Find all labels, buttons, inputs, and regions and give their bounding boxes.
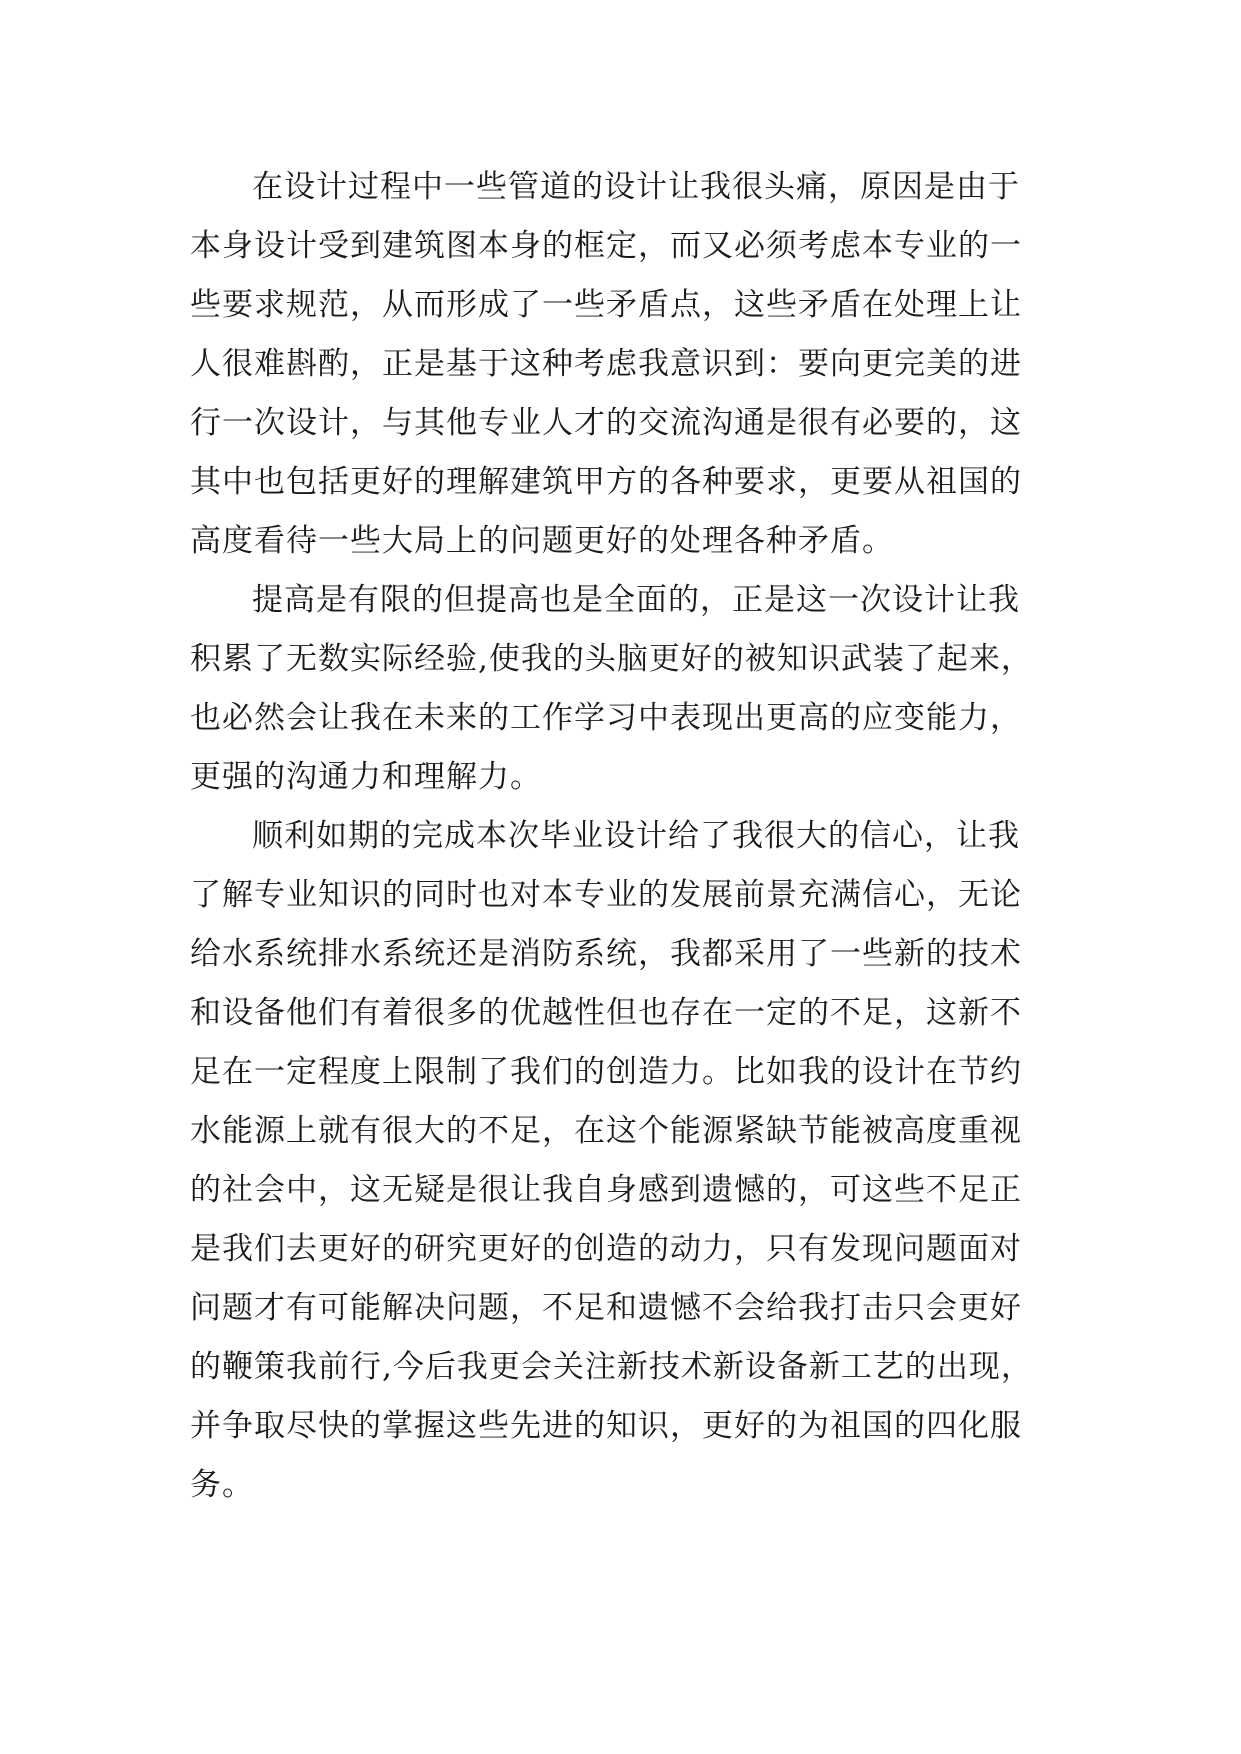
- paragraph-3: [190, 807, 1070, 1515]
- paragraph-line: 的鞭策我前行,今后我更会关注新技术新设备新工艺的出现，: [190, 1349, 1033, 1385]
- paragraph-line: 也必然会让我在未来的工作学习中表现出更高的应变能力，: [190, 700, 1022, 736]
- paragraph-line: 是我们去更好的研究更好的创造的动力，只有发现问题面对: [190, 1231, 1022, 1267]
- paragraph-line: 给水系统排水系统还是消防系统，我都采用了一些新的技术: [190, 936, 1022, 972]
- paragraph-1: [190, 158, 1070, 571]
- paragraph-line: 顺利如期的完成本次毕业设计给了我很大的信心，让我: [252, 818, 1020, 854]
- paragraph-line: 足在一定程度上限制了我们的创造力。比如我的设计在节约: [190, 1054, 1022, 1090]
- paragraph-line: 问题才有可能解决问题，不足和遗憾不会给我打击只会更好: [190, 1290, 1022, 1326]
- paragraph-line: 其中也包括更好的理解建筑甲方的各种要求，更要从祖国的: [190, 464, 1022, 500]
- paragraph-line: 务。: [190, 1467, 254, 1503]
- paragraph-line: 高度看待一些大局上的问题更好的处理各种矛盾。: [190, 523, 894, 559]
- paragraph-line: 的社会中，这无疑是很让我自身感到遗憾的，可这些不足正: [190, 1172, 1022, 1208]
- paragraph-line: 行一次设计，与其他专业人才的交流沟通是很有必要的，这: [190, 405, 1022, 441]
- paragraph-line: 并争取尽快的掌握这些先进的知识，更好的为祖国的四化服: [190, 1408, 1022, 1444]
- paragraph-line: 人很难斟酌，正是基于这种考虑我意识到：要向更完美的进: [190, 346, 1022, 382]
- paragraph-line: 水能源上就有很大的不足，在这个能源紧缺节能被高度重视: [190, 1113, 1022, 1149]
- paragraph-2: [190, 571, 1070, 807]
- paragraph-line: 些要求规范，从而形成了一些矛盾点，这些矛盾在处理上让: [190, 287, 1022, 323]
- paragraph-line: 本身设计受到建筑图本身的框定，而又必须考虑本专业的一: [190, 228, 1022, 264]
- document-body: [190, 158, 1070, 1515]
- paragraph-line: 积累了无数实际经验,使我的头脑更好的被知识武装了起来，: [190, 641, 1033, 677]
- paragraph-line: 和设备他们有着很多的优越性但也存在一定的不足，这新不: [190, 995, 1022, 1031]
- paragraph-line: 提高是有限的但提高也是全面的，正是这一次设计让我: [252, 582, 1020, 618]
- paragraph-line: 在设计过程中一些管道的设计让我很头痛，原因是由于: [252, 169, 1020, 205]
- paragraph-line: 更强的沟通力和理解力。: [190, 759, 542, 795]
- paragraph-line: 了解专业知识的同时也对本专业的发展前景充满信心，无论: [190, 877, 1022, 913]
